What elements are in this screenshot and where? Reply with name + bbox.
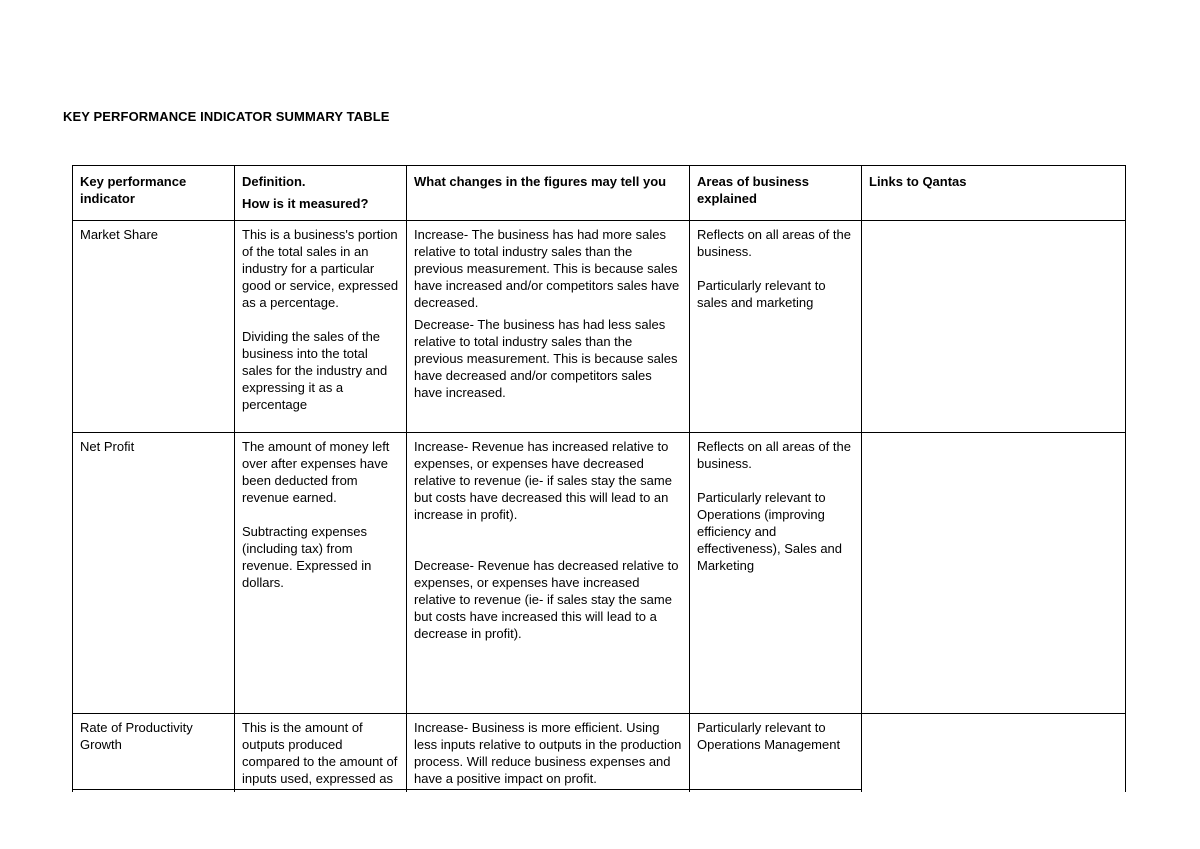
kpi-cell (73, 221, 235, 433)
header-links-label: Links to Qantas (869, 174, 967, 189)
changes-cell (407, 221, 690, 433)
areas-specific-text: Particularly relevant to Operations Management (697, 720, 841, 752)
table-row (73, 714, 1126, 793)
changes-cell (407, 714, 690, 793)
measurement-text: Subtracting expenses (including tax) from revenue. Expressed in dollars. (242, 524, 372, 590)
areas-specific-text: Particularly relevant to Operations (improving efficiency and effectiveness), Sales and Marketing (697, 490, 843, 573)
decrease-text: Decrease- The business has had less sales relative to total industry sales than the previous measurement. This is because sales have decreased and/or competitors sales have increased. (414, 317, 678, 400)
links-cell (862, 221, 1126, 433)
definition-cell (235, 714, 407, 793)
changes-cell (407, 433, 690, 714)
header-areas (690, 166, 862, 221)
page-cut-divider (72, 789, 861, 790)
definition-text: This is a business's portion of the total sales in an industry for a particular good or service, expressed as a percentage. (242, 227, 399, 310)
header-areas-label: Areas of business explained (697, 174, 809, 206)
links-cell (862, 714, 1126, 793)
areas-cell (690, 714, 862, 793)
header-definition-label: Definition. (242, 174, 306, 189)
kpi-cell (73, 714, 235, 793)
kpi-name: Net Profit (80, 439, 135, 454)
areas-specific-text: Particularly relevant to sales and marketing (697, 278, 826, 310)
header-kpi-label: Key performance indicator (80, 174, 187, 206)
decrease-text: Decrease- Revenue has decreased relative to expenses, or expenses have increased relative to revenue (ie- if sales stay the same but costs have increased this will lead to a decrease in profit). (414, 558, 679, 641)
kpi-name: Rate of Productivity Growth (80, 720, 193, 752)
kpi-cell (73, 433, 235, 714)
increase-text: Increase- The business has had more sales relative to total industry sales than the previous measurement. This is because sales have increased and/or competitors sales have decreased. (414, 227, 680, 310)
definition-cell (235, 221, 407, 433)
increase-text: Increase- Revenue has increased relative to expenses, or expenses have decreased relative to revenue (ie- if sales stay the same but costs have decreased this will lead to an increase in profit). (414, 439, 672, 522)
links-cell (862, 433, 1126, 714)
header-links (862, 166, 1126, 221)
areas-general-text: Reflects on all areas of the business. (697, 227, 851, 259)
definition-cell (235, 433, 407, 714)
measurement-text: Dividing the sales of the business into the total sales for the industry and expressing it as a percentage (242, 329, 388, 412)
areas-cell (690, 221, 862, 433)
header-changes-label: What changes in the figures may tell you (414, 174, 667, 189)
definition-text: This is the amount of outputs produced compared to the amount of inputs used, expressed as (242, 720, 398, 786)
header-changes (407, 166, 690, 221)
increase-text: Increase- Business is more efficient. Using less inputs relative to outputs in the production process. Will reduce business expenses and have a positive impact on profit. (414, 720, 682, 786)
document-title: KEY PERFORMANCE INDICATOR SUMMARY TABLE (63, 109, 390, 124)
definition-text: The amount of money left over after expenses have been deducted from revenue earned. (242, 439, 390, 505)
header-definition (235, 166, 407, 221)
header-kpi (73, 166, 235, 221)
kpi-summary-table (72, 165, 1126, 792)
table-row (73, 433, 1126, 714)
header-measured-label: How is it measured? (242, 196, 369, 211)
table-row (73, 221, 1126, 433)
kpi-name: Market Share (80, 227, 159, 242)
areas-cell (690, 433, 862, 714)
table-header-row (73, 166, 1126, 221)
areas-general-text: Reflects on all areas of the business. (697, 439, 851, 471)
